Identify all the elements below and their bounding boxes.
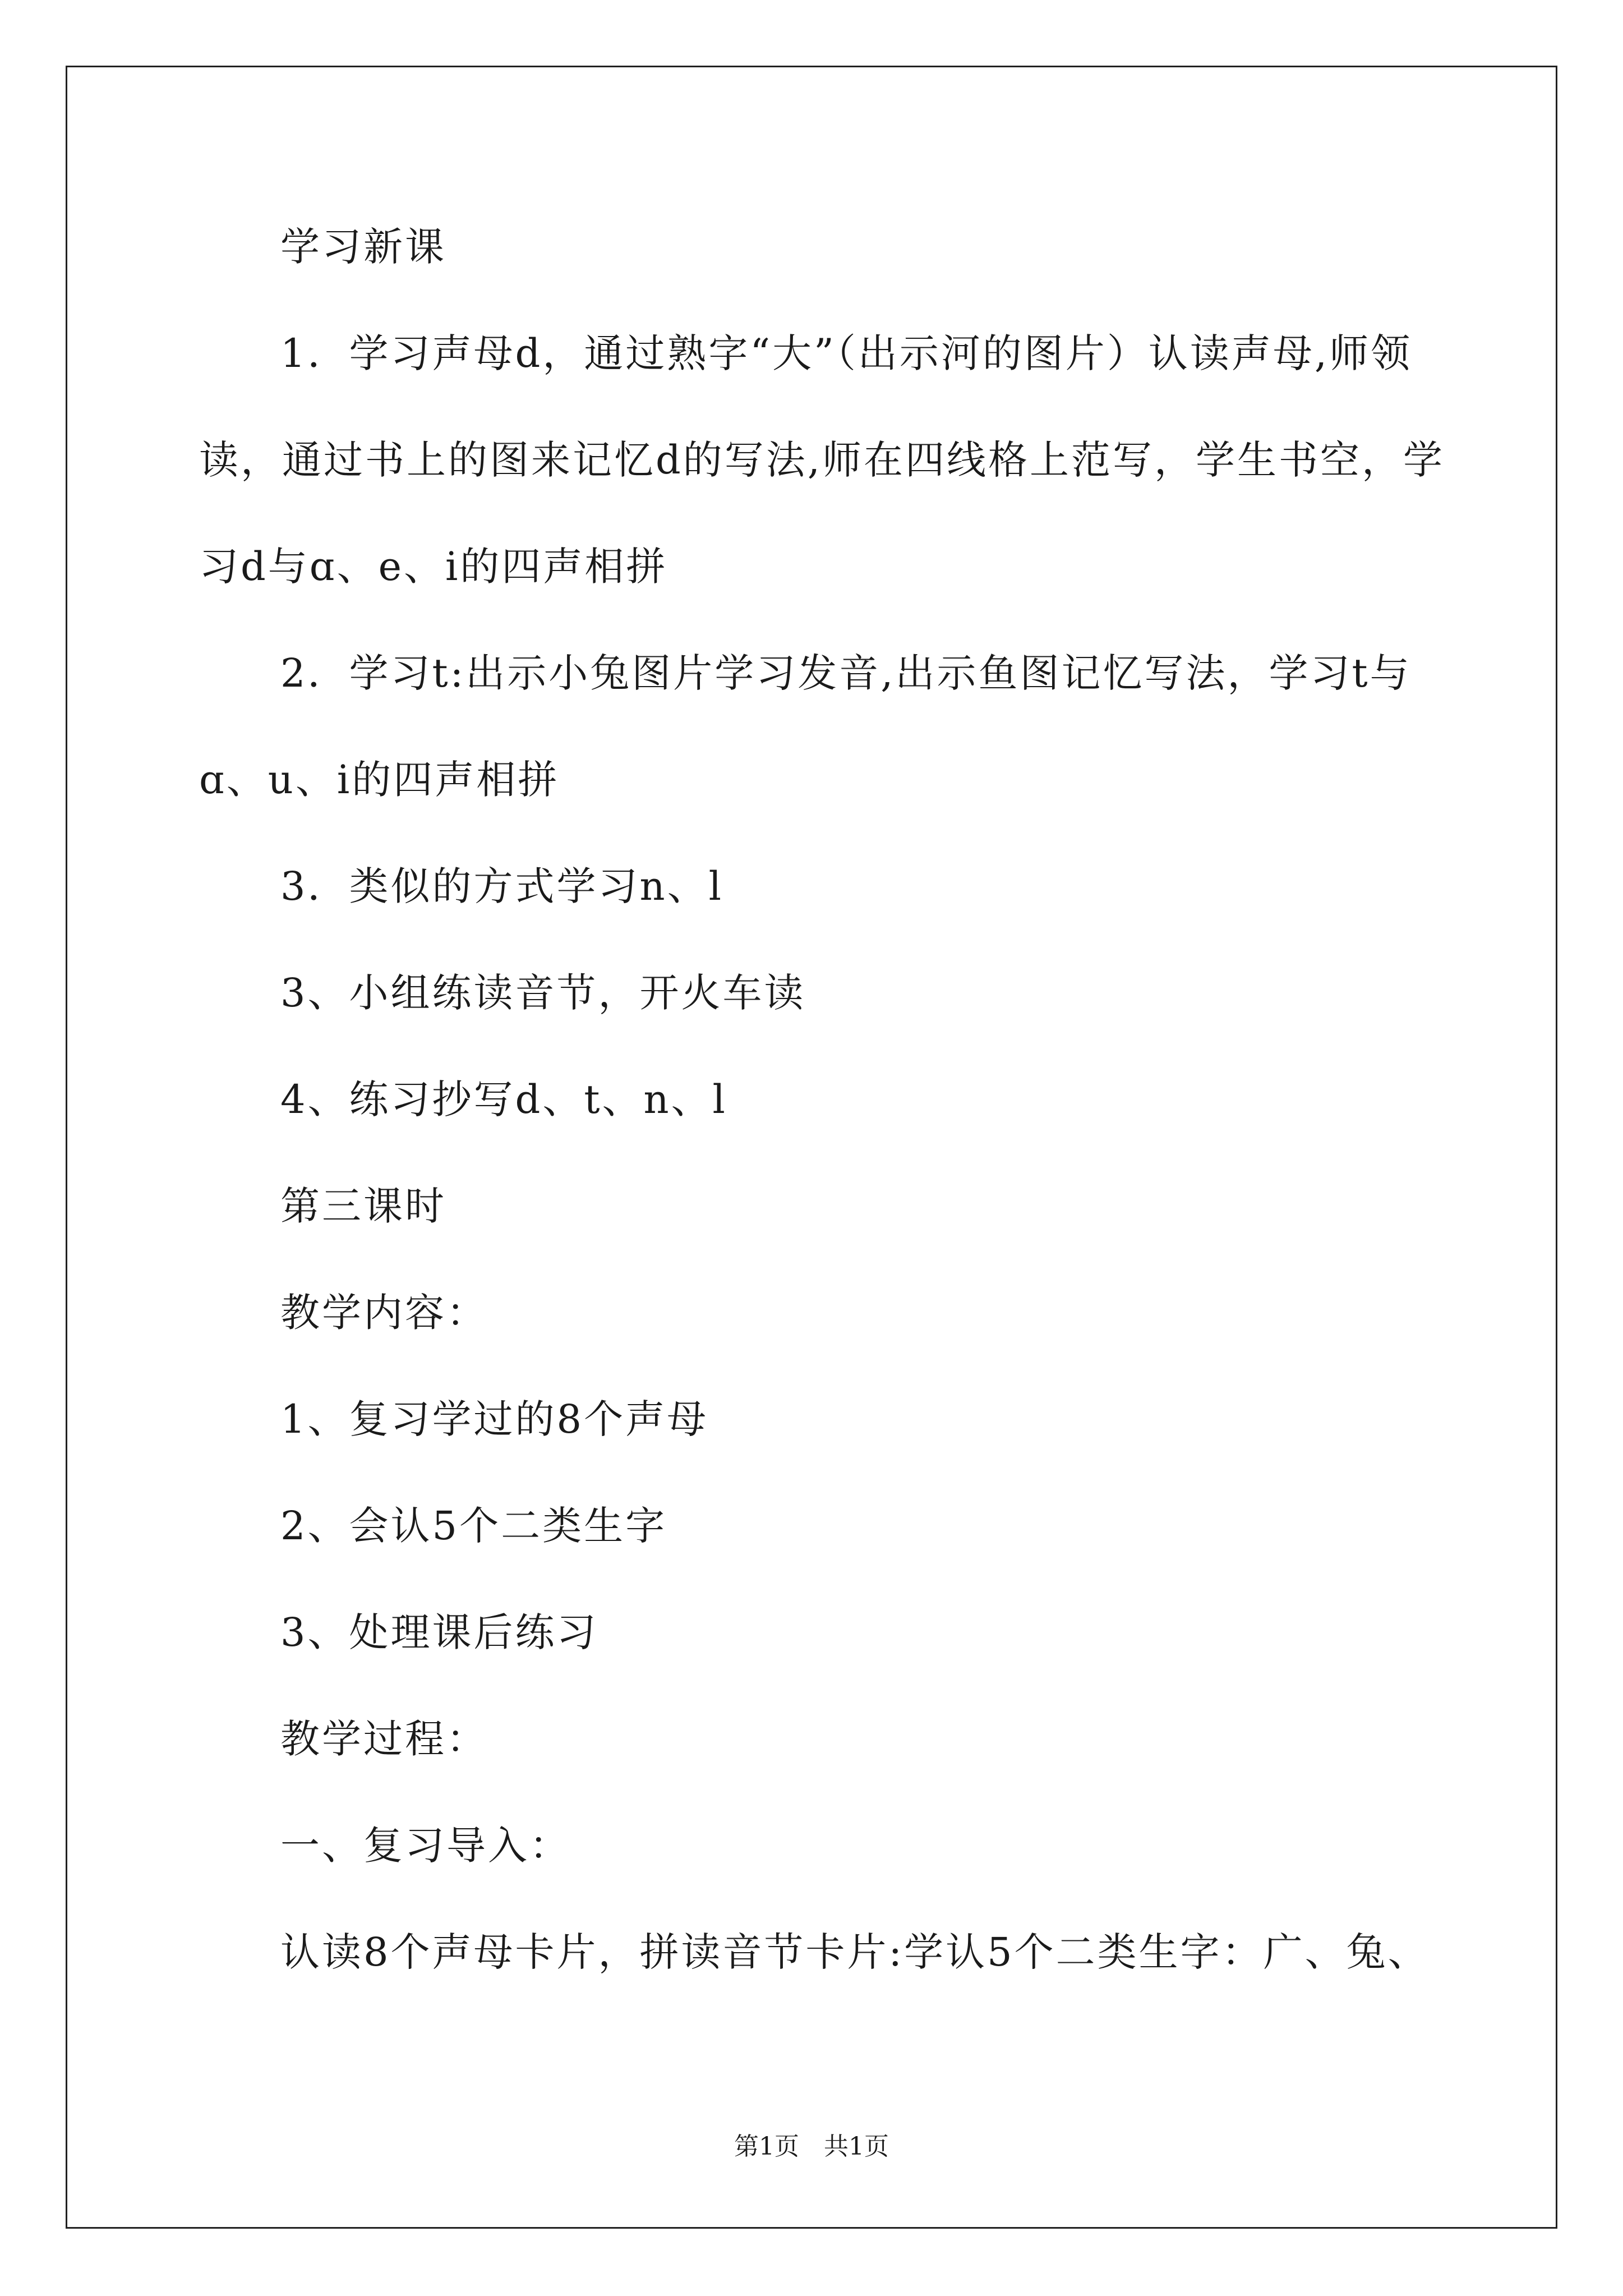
section-heading: 第三课时 (280, 1183, 446, 1229)
subheading: 教学过程： (280, 1716, 488, 1762)
list-item: 1、复习学过的8个声母 (280, 1396, 709, 1442)
list-item: 3、处理课后练习 (280, 1609, 598, 1655)
paragraph-line: 3．类似的方式学习n、l (280, 863, 724, 909)
page-footer: 第1页 共1页 (734, 2132, 889, 2161)
paragraph-line: 认读8个声母卡片，拼读音节卡片:学认5个二类生字：广、兔、 (280, 1929, 1430, 1975)
paragraph-line: 4、练习抄写d、t、n、l (280, 1076, 727, 1122)
page-frame (66, 66, 1557, 2229)
subheading: 教学内容： (280, 1290, 488, 1336)
paragraph-line: 2．学习t:出示小兔图片学习发音,出示鱼图记忆写法，学习t与 (280, 650, 1412, 696)
paragraph-line: 1．学习声母d，通过熟字“大”（出示河的图片）认读声母,师领 (280, 330, 1413, 376)
paragraph-line: 读，通过书上的图来记忆d的写法,师在四线格上范写，学生书空，学 (199, 437, 1445, 483)
paragraph-line: 3、小组练读音节，开火车读 (280, 970, 806, 1016)
list-item: 2、会认5个二类生字 (280, 1503, 667, 1549)
subheading: 一、复习导入： (280, 1823, 571, 1869)
paragraph-line: ɑ、u、i的四声相拼 (199, 757, 560, 803)
heading-new-lesson: 学习新课 (280, 224, 446, 270)
paragraph-line: 习d与ɑ、e、i的四声相拼 (199, 544, 668, 590)
